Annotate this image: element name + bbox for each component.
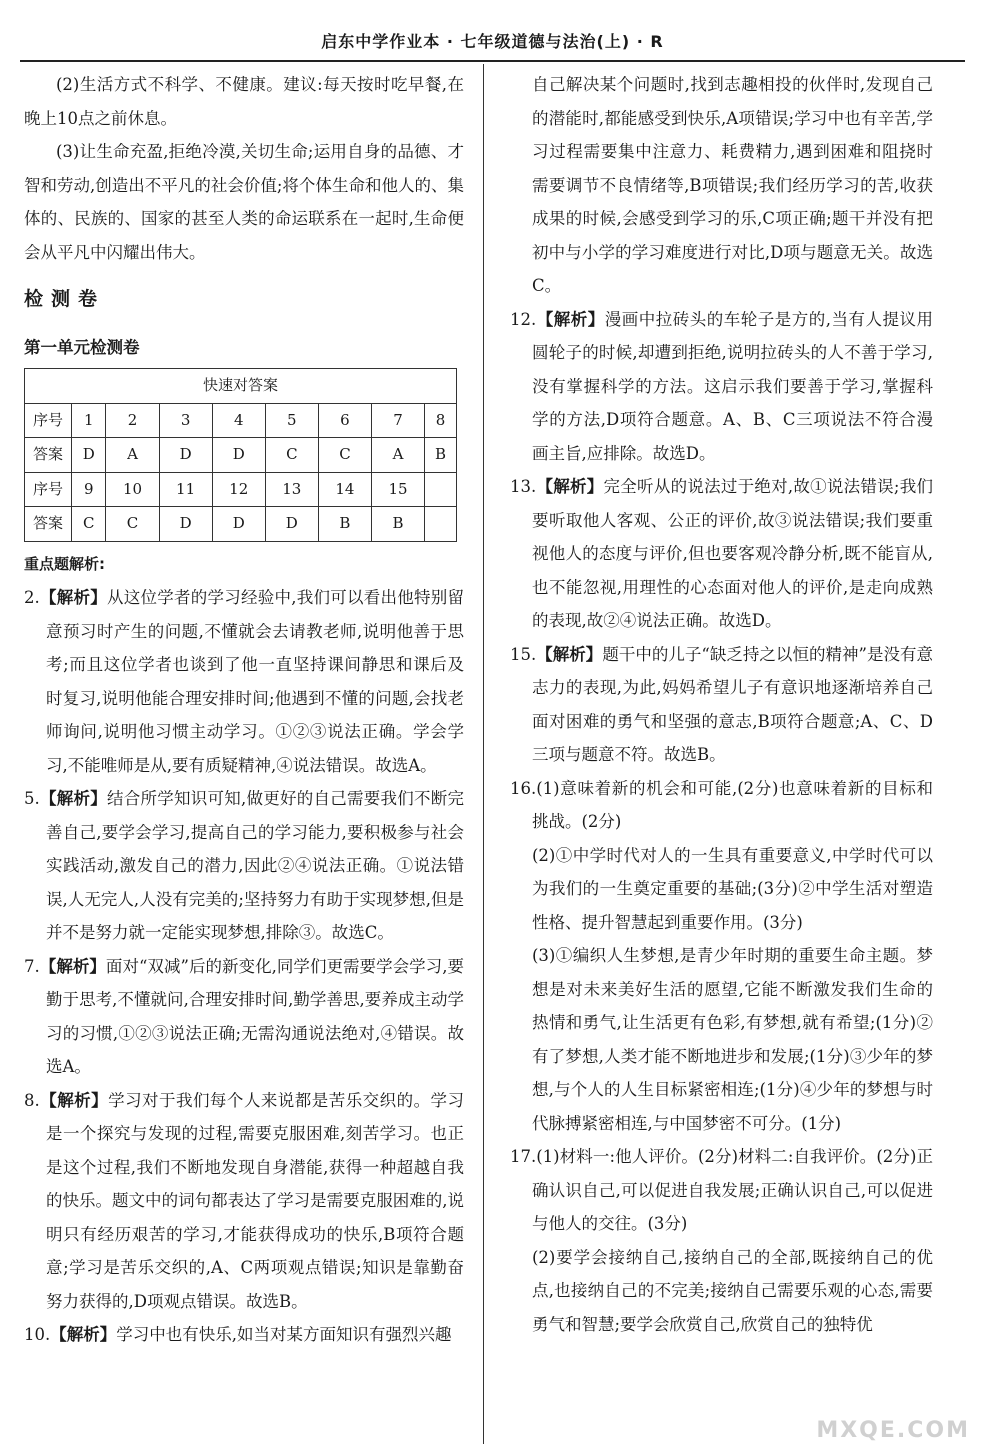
question-text: (1)意味着新的机会和可能,(2分)也意味着新的目标和挑战。(2分) [532, 778, 933, 831]
row-label: 序号 [25, 472, 72, 507]
analysis-tag: 【解析】 [39, 588, 107, 607]
table-cell: C [106, 507, 159, 542]
analysis-tag: 【解析】 [39, 789, 107, 808]
analysis-tag: 【解析】 [39, 956, 106, 976]
question-number: 13. [510, 477, 537, 496]
analysis-tag: 【解析】 [39, 1090, 109, 1110]
table-cell: C [72, 507, 106, 542]
analysis-tag: 【解析】 [536, 309, 605, 329]
analysis-tag: 【解析】 [536, 477, 604, 496]
watermark: MXQE.COM [816, 1418, 970, 1443]
table-cell: 1 [72, 403, 106, 438]
table-cell: 7 [371, 403, 424, 438]
left-column [24, 68, 464, 1352]
table-cell [425, 472, 457, 507]
table-cell: 12 [212, 472, 265, 507]
table-cell: D [72, 438, 106, 473]
table-cell: B [318, 507, 371, 542]
unit-title: 第一单元检测卷 [24, 337, 140, 357]
page-header [20, 30, 965, 62]
table-cell: D [212, 438, 265, 473]
table-cell [425, 507, 457, 542]
question-17 [510, 1140, 933, 1241]
question-16 [510, 772, 933, 839]
column-divider [483, 64, 484, 1444]
question-text: 漫画中拉砖头的车轮子是方的,当有人提议用圆轮子的时候,却遭到拒绝,说明拉砖头的人不善于学习,没有掌握科学的方法。这启示我们要善于学习,掌握科学的方法,D项符合题意。A、B、C三项说法不符合漫画主旨,应排除。故选D。 [532, 309, 933, 463]
question-10 [24, 1318, 464, 1352]
table-cell: D [212, 507, 265, 542]
table-cell: 6 [318, 403, 371, 438]
question-text: 面对“双减”后的新变化,同学们更需要学会学习,要勤于思考,不懂就问,合理安排时间,勤学善思,要养成主动学习的习惯,①②③说法正确;无需沟通说法绝对,④错误。故选A。 [46, 956, 464, 1076]
question-10-continued: 自己解决某个问题时,找到志趣相投的伙伴时,发现自己的潜能时,都能感受到快乐,A项错误;学习中也有辛苦,学习过程需要集中注意力、耗费精力,遇到困难和阻挠时需要调节不良情绪等,B项错误;我们经历学习的苦,收获成果的时候,会感受到学习的乐,C项正确;题干并没有把初中与小学的学习难度进行对比,D项与题意无关。故选C。 [532, 75, 933, 295]
section-title: 检测卷 [24, 288, 106, 310]
question-number: 8. [24, 1090, 40, 1110]
question-text: 完全听从的说法过于绝对,故①说法错误;我们要听取他人客观、公正的评价,故③说法错误;我们要重视他人的态度与评价,但也要客观冷静分析,既不能盲从,也不能忽视,用理性的心态面对他人的评价,是走向成熟的表现,故②④说法正确。故选D。 [532, 477, 934, 630]
question-number: 16. [510, 778, 537, 798]
table-row [25, 403, 457, 438]
question-13 [510, 470, 933, 638]
table-cell: D [159, 507, 212, 542]
question-15 [510, 638, 933, 772]
question-text: 学习中也有快乐,如当对某方面知识有强烈兴趣 [116, 1325, 452, 1344]
table-cell: 3 [159, 403, 212, 438]
table-cell: 5 [265, 403, 318, 438]
table-cell: 9 [72, 472, 106, 507]
table-cell: 13 [265, 472, 318, 507]
table-row [25, 472, 457, 507]
question-text: 从这位学者的学习经验中,我们可以看出他特别留意预习时产生的问题,不懂就会去请教老师,说明他善于思考;而且这位学者也谈到了他一直坚持课间静思和课后及时复习,说明他能合理安排时间;他遇到不懂的问题,会找老师询问,说明他习惯主动学习。①②③说法正确。学会学习,不能唯师是从,要有质疑精神,④说法错误。故选A。 [46, 588, 464, 775]
question-16-part-2: (2)①中学时代对人的一生具有重要意义,中学时代可以为我们的一生奠定重要的基础;(3分)②中学生活对塑造性格、提升智慧起到重要作用。(3分) [532, 845, 933, 932]
table-row [25, 438, 457, 473]
prev-answer-3: (3)让生命充盈,拒绝冷漠,关切生命;运用自身的品德、才智和劳动,创造出不平凡的社会价值;将个体生命和他人的、集体的、民族的、国家的甚至人类的命运联系在一起时,生命便会从平凡中闪耀出伟大。 [24, 142, 464, 262]
question-number: 17. [510, 1147, 537, 1166]
table-row [25, 507, 457, 542]
question-12 [510, 303, 933, 471]
question-number: 10. [24, 1325, 51, 1344]
question-number: 15. [510, 644, 537, 664]
table-cell: D [159, 438, 212, 473]
right-column [510, 68, 933, 1341]
table-cell: 10 [106, 472, 159, 507]
answer-table [24, 368, 457, 542]
question-text: 结合所学知识可知,做更好的自己需要我们不断完善自己,要学会学习,提高自己的学习能力,要积极参与社会实践活动,激发自己的潜力,因此②④说法正确。①说法错误,人无完人,人没有完美的;坚持努力有助于实现梦想,但是并不是努力就一定能实现梦想,排除③。故选C。 [46, 789, 464, 942]
question-text: 题干中的儿子“缺乏持之以恒的精神”是没有意志力的表现,为此,妈妈希望儿子有意识地逐渐培养自己面对困难的勇气和坚强的意志,B项符合题意;A、C、D三项与题意不符。故选B。 [532, 644, 933, 764]
prev-answer-2: (2)生活方式不科学、不健康。建议:每天按时吃早餐,在晚上10点之前休息。 [24, 75, 464, 128]
question-2 [24, 581, 464, 782]
answer-table-title: 快速对答案 [25, 369, 457, 404]
question-number: 2. [24, 588, 40, 607]
table-cell: A [106, 438, 159, 473]
analysis-tag: 【解析】 [50, 1325, 117, 1344]
header-title: 启东中学作业本 · 七年级道德与法治(上) · R [321, 32, 664, 51]
question-text: 学习对于我们每个人来说都是苦乐交织的。学习是一个探究与发现的过程,需要克服困难,刻苦学习。也正是这个过程,我们不断地发现自身潜能,获得一种超越自我的快乐。题文中的词句都表达了学习是需要克服困难的,说明只有经历艰苦的学习,才能获得成功的快乐,B项符合题意;学习是苦乐交织的,A、C两项观点错误;知识是靠勤奋努力获得的,D项观点错误。故选B。 [46, 1090, 465, 1311]
analysis-tag: 【解析】 [536, 644, 603, 664]
table-cell: 11 [159, 472, 212, 507]
table-cell: 15 [371, 472, 424, 507]
row-label: 答案 [25, 438, 72, 473]
table-cell: 14 [318, 472, 371, 507]
row-label: 答案 [25, 507, 72, 542]
question-7 [24, 950, 464, 1084]
table-cell: D [265, 507, 318, 542]
question-text: (1)材料一:他人评价。(2分)材料二:自我评价。(2分)正确认识自己,可以促进自我发展;正确认识自己,可以促进与他人的交往。(3分) [532, 1147, 933, 1233]
table-cell: 8 [425, 403, 457, 438]
table-cell: 4 [212, 403, 265, 438]
question-number: 12. [510, 309, 537, 329]
question-number: 7. [24, 956, 40, 976]
row-label: 序号 [25, 403, 72, 438]
question-8 [24, 1084, 464, 1319]
table-cell: C [318, 438, 371, 473]
table-cell: B [425, 438, 457, 473]
question-5 [24, 782, 464, 950]
table-cell: C [265, 438, 318, 473]
question-16-part-3: (3)①编织人生梦想,是青少年时期的重要生命主题。梦想是对未来美好生活的愿望,它能不断激发我们生命的热情和勇气,让生活更有色彩,有梦想,就有希望;(1分)②有了梦想,人类才能不断地进步和发展;(1分)③少年的梦想,与个人的人生目标紧密相连;(1分)④少年的梦想与时代脉搏紧密相连,与中国梦密不可分。(1分) [532, 946, 933, 1133]
question-17-part-2: (2)要学会接纳自己,接纳自己的全部,既接纳自己的优点,也接纳自己的不完美;接纳自己需要乐观的心态,需要勇气和智慧;要学会欣赏自己,欣赏自己的独特优 [532, 1247, 933, 1334]
table-cell: B [371, 507, 424, 542]
table-cell: A [371, 438, 424, 473]
question-number: 5. [24, 789, 40, 808]
table-cell: 2 [106, 403, 159, 438]
analysis-title: 重点题解析: [24, 554, 105, 573]
